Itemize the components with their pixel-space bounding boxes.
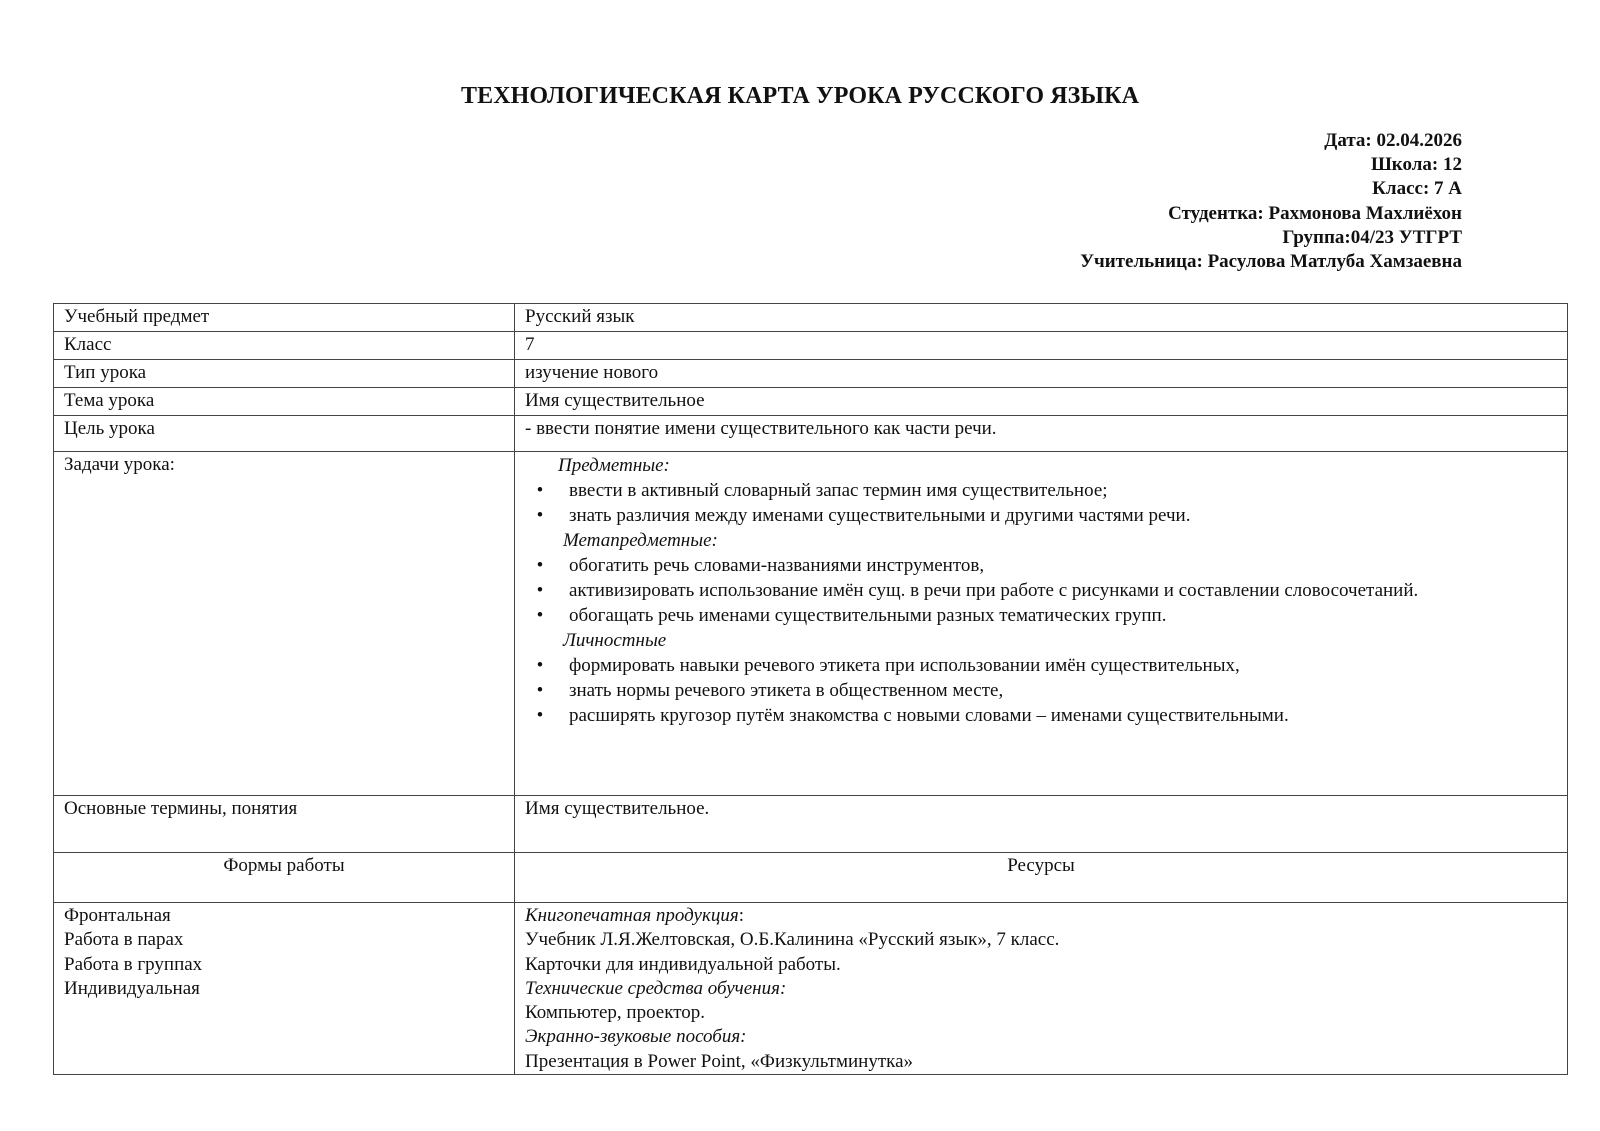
lesson-table — [53, 303, 1568, 1075]
personal-tasks-list — [525, 653, 1557, 728]
form-item: Работа в группах — [64, 953, 203, 975]
list-item: • расширять кругозор путём знакомства с новыми словами – именами существительными. — [525, 703, 1557, 728]
terms-row — [54, 796, 1568, 853]
resource-item: Учебник Л.Я.Желтовская, О.Б.Калинина «Русский язык», 7 класс. — [525, 929, 1060, 951]
meta-student: Студентка: Рахмонова Махлиёхон — [1168, 202, 1462, 224]
meta-class: Класс: 7 А — [1372, 178, 1462, 200]
row-label: Учебный предмет — [54, 304, 515, 332]
list-item: • ввести в активный словарный запас термин имя существительное; — [525, 478, 1557, 503]
table-row — [54, 304, 1568, 332]
meta-teacher: Учительница: Расулова Матлуба Хамзаевна — [1080, 251, 1462, 273]
list-item: • обогатить речь словами-названиями инструментов, — [525, 553, 1557, 578]
resource-item: Компьютер, проектор. — [525, 1002, 706, 1024]
meta-date: Дата: 02.04.2026 — [1324, 130, 1462, 151]
row-label: Класс — [54, 332, 515, 360]
bullet-icon: • — [536, 505, 544, 526]
row-value: изучение нового — [515, 360, 1568, 388]
form-item: Работа в парах — [64, 929, 184, 951]
row-label: Тема урока — [54, 388, 515, 416]
forms-cell — [54, 903, 515, 1075]
resources-header: Ресурсы — [515, 853, 1568, 903]
list-item: • знать нормы речевого этикета в общественном месте, — [525, 678, 1557, 703]
list-item: • обогащать речь именами существительными разных тематических групп. — [525, 603, 1557, 628]
table-row — [54, 332, 1568, 360]
bullet-icon: • — [536, 655, 544, 676]
av-heading: Экранно-звуковые пособия: — [525, 1026, 747, 1048]
row-value: Русский язык — [515, 304, 1568, 332]
row-value: 7 — [515, 332, 1568, 360]
forms-header: Формы работы — [54, 853, 515, 903]
print-heading: Книгопечатная продукция: — [525, 905, 744, 926]
list-item: • знать различия между именами существительными и другими частями речи. — [525, 503, 1557, 528]
resource-item: Карточки для индивидуальной работы. — [525, 953, 841, 975]
resource-item: Презентация в Power Point, «Физкультминутка» — [525, 1050, 914, 1072]
list-item: • формировать навыки речевого этикета при использовании имён существительных, — [525, 653, 1557, 678]
row-value: - ввести понятие имени существительного как части речи. — [515, 416, 1568, 452]
terms-label: Основные термины, понятия — [54, 796, 515, 853]
tasks-label: Задачи урока: — [54, 452, 515, 796]
subject-tasks-heading: Предметные: — [558, 455, 670, 476]
bullet-icon: • — [536, 555, 544, 576]
bullet-icon: • — [536, 480, 544, 501]
row-value: Имя существительное — [515, 388, 1568, 416]
personal-tasks-heading: Личностные — [563, 630, 667, 651]
meta-group: Группа:04/23 УТГРТ — [1282, 226, 1462, 248]
form-item: Фронтальная — [64, 905, 171, 926]
header-row — [54, 853, 1568, 903]
terms-value: Имя существительное. — [515, 796, 1568, 853]
row-label: Цель урока — [54, 416, 515, 452]
bullet-icon: • — [536, 580, 544, 601]
bullet-icon: • — [536, 705, 544, 726]
bullet-icon: • — [536, 605, 544, 626]
table-row — [54, 360, 1568, 388]
bullet-icon: • — [536, 680, 544, 701]
meta-school: Школа: 12 — [1370, 154, 1462, 176]
forms-resources-row — [54, 903, 1568, 1075]
form-item: Индивидуальная — [64, 977, 200, 999]
meta-tasks-list — [525, 553, 1557, 628]
resources-cell — [515, 903, 1568, 1075]
table-row — [54, 416, 1568, 452]
row-label: Тип урока — [54, 360, 515, 388]
lesson-meta — [1080, 129, 1462, 274]
tech-heading: Технические средства обучения: — [525, 977, 787, 999]
subject-tasks-list — [525, 478, 1557, 528]
tasks-cell — [515, 452, 1568, 796]
document-title: ТЕХНОЛОГИЧЕСКАЯ КАРТА УРОКА РУССКОГО ЯЗЫКА — [460, 83, 1140, 109]
tasks-row — [54, 452, 1568, 796]
meta-tasks-heading: Метапредметные: — [563, 530, 718, 551]
table-row — [54, 388, 1568, 416]
list-item: • активизировать использование имён сущ. в речи при работе с рисунками и составлении словосочетаний. — [525, 578, 1557, 603]
